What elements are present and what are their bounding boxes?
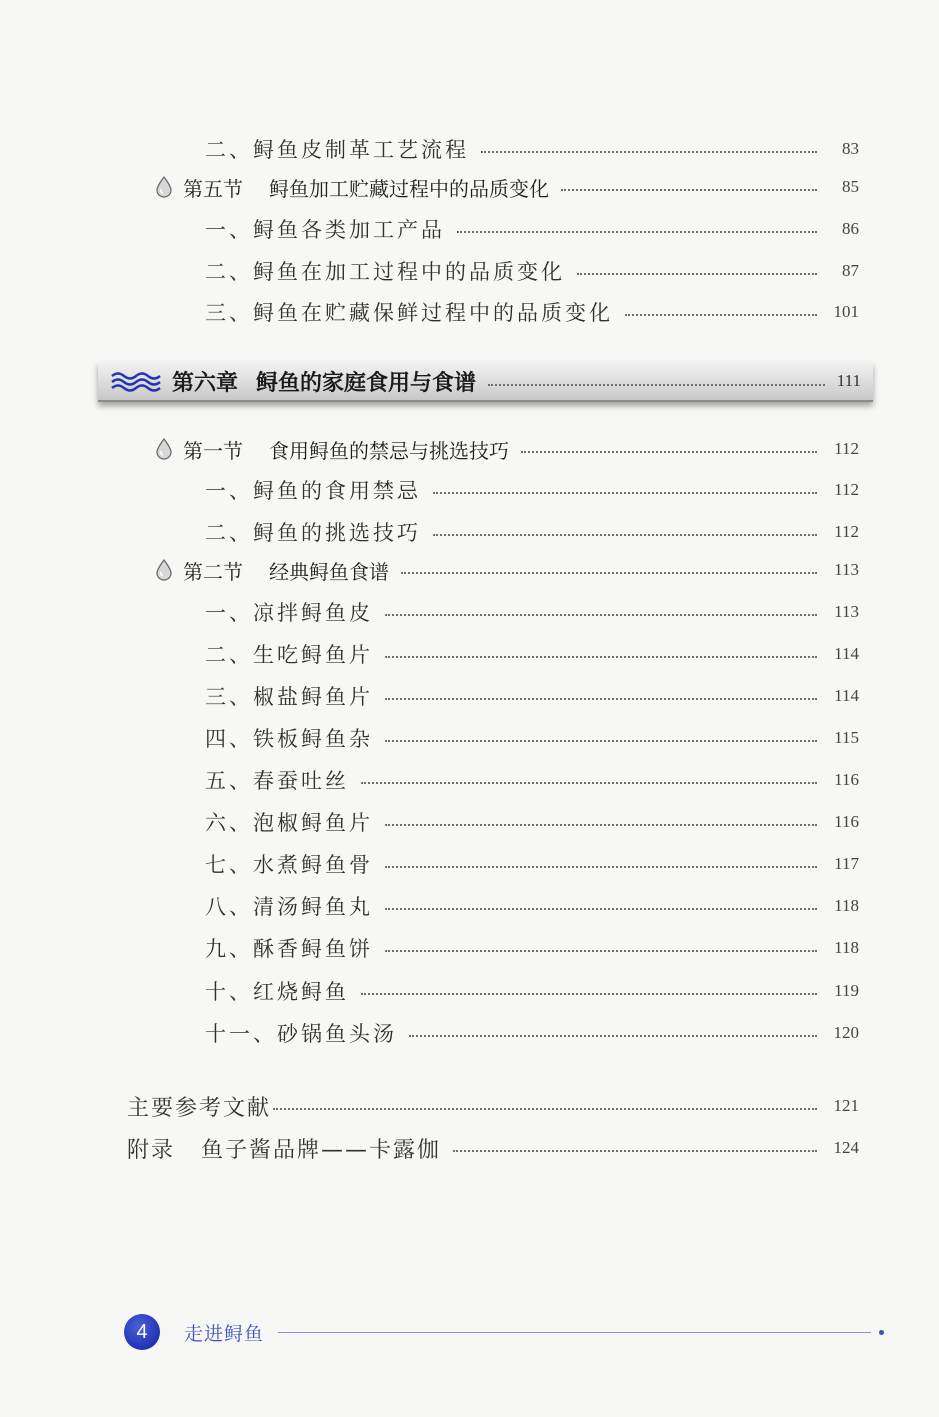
toc-page-number: 112 [834, 522, 859, 541]
toc-item-label: 二、鲟鱼的挑选技巧 [205, 521, 421, 545]
dot-leader [273, 1108, 817, 1110]
dot-leader [409, 1035, 817, 1037]
toc-item[interactable] [205, 974, 859, 1008]
toc-page-number: 83 [842, 139, 859, 158]
dot-leader [401, 572, 817, 574]
chapter-number: 第六章 [172, 369, 239, 396]
appendix-prefix: 附录 [127, 1137, 176, 1163]
section-title: 食用鲟鱼的禁忌与挑选技巧 [269, 438, 509, 463]
page-number-badge: 4 [124, 1314, 160, 1350]
toc-item[interactable] [205, 515, 859, 549]
dot-leader [361, 993, 817, 995]
footer-rule [278, 1332, 871, 1333]
dot-leader [385, 614, 817, 616]
toc-item[interactable] [205, 679, 859, 713]
section-number: 第五节 [183, 176, 243, 201]
toc-section-1[interactable] [155, 432, 859, 466]
dot-leader [457, 231, 817, 233]
toc-item-label: 一、凉拌鲟鱼皮 [205, 601, 373, 625]
dot-leader [385, 740, 817, 742]
toc-page-number: 124 [833, 1138, 859, 1157]
toc-page-number: 115 [834, 728, 859, 747]
dot-leader [577, 273, 817, 275]
dot-leader [385, 824, 817, 826]
dot-leader [561, 189, 817, 191]
toc-page-number: 85 [842, 177, 859, 196]
dot-leader [488, 384, 825, 386]
toc-page-number: 118 [834, 896, 859, 915]
section-title: 经典鲟鱼食谱 [269, 559, 389, 584]
toc-item[interactable] [205, 847, 859, 881]
toc-item[interactable] [205, 132, 859, 166]
toc-item-label: 四、铁板鲟鱼杂 [205, 727, 373, 751]
toc-item-label: 一、鲟鱼的食用禁忌 [205, 479, 421, 503]
toc-references[interactable] [127, 1086, 859, 1126]
dot-leader [361, 782, 817, 784]
toc-item[interactable] [205, 805, 859, 839]
appendix-title: 鱼子酱品牌——卡露伽 [201, 1137, 442, 1163]
dot-leader [481, 151, 817, 153]
toc-item-label: 十、红烧鲟鱼 [205, 980, 349, 1004]
toc-item[interactable] [205, 295, 859, 329]
toc-page-number: 113 [834, 602, 859, 621]
toc-page-number: 121 [833, 1096, 859, 1115]
toc-item-label: 十一、砂锅鱼头汤 [205, 1022, 397, 1046]
toc-item[interactable] [205, 473, 859, 507]
toc-item-label: 三、鲟鱼在贮藏保鲜过程中的品质变化 [205, 301, 613, 325]
dot-leader [453, 1150, 817, 1152]
toc-appendix[interactable] [127, 1128, 859, 1168]
dot-leader [433, 492, 817, 494]
waves-icon [110, 370, 162, 392]
toc-item[interactable] [205, 889, 859, 923]
toc-item[interactable] [205, 254, 859, 288]
dot-leader [385, 656, 817, 658]
toc-item-label: 二、鲟鱼在加工过程中的品质变化 [205, 260, 565, 284]
toc-page-number: 117 [834, 854, 859, 873]
toc-page-number: 118 [834, 938, 859, 957]
section-number: 第二节 [183, 559, 243, 584]
toc-page-number: 112 [834, 439, 859, 458]
dot-leader [385, 698, 817, 700]
page-footer [124, 1316, 884, 1348]
toc-item-label: 二、鲟鱼皮制革工艺流程 [205, 138, 469, 162]
toc-item-label: 八、清汤鲟鱼丸 [205, 895, 373, 919]
section-title: 鲟鱼加工贮藏过程中的品质变化 [269, 176, 549, 201]
toc-page-number: 87 [842, 261, 859, 280]
water-drop-icon [155, 559, 173, 581]
toc-page-number: 119 [834, 981, 859, 1000]
toc-page-number: 113 [834, 560, 859, 579]
toc-item[interactable] [205, 763, 859, 797]
toc-page-number: 111 [836, 371, 861, 390]
references-label: 主要参考文献 [127, 1095, 272, 1121]
toc-item-label: 九、酥香鲟鱼饼 [205, 937, 373, 961]
dot-leader [625, 314, 817, 316]
toc-item-label: 五、春蚕吐丝 [205, 769, 349, 793]
toc-item[interactable] [205, 637, 859, 671]
toc-page-number: 116 [834, 812, 859, 831]
toc-chapter-6[interactable] [98, 362, 873, 402]
running-title: 走进鲟鱼 [184, 1322, 265, 1345]
toc-page-number: 120 [833, 1023, 859, 1042]
toc-item-label: 六、泡椒鲟鱼片 [205, 811, 373, 835]
toc-item-label: 二、生吃鲟鱼片 [205, 643, 373, 667]
toc-page-number: 116 [834, 770, 859, 789]
toc-item[interactable] [205, 595, 859, 629]
toc-page-number: 114 [834, 644, 859, 663]
dot-leader [385, 908, 817, 910]
toc-item-label: 一、鲟鱼各类加工产品 [205, 218, 445, 242]
toc-section-2[interactable] [155, 553, 859, 587]
toc-item[interactable] [205, 721, 859, 755]
toc-section-5[interactable] [155, 170, 859, 204]
toc-page-number: 101 [833, 302, 859, 321]
footer-dot [879, 1330, 884, 1335]
water-drop-icon [155, 438, 173, 460]
dot-leader [385, 950, 817, 952]
toc-item[interactable] [205, 931, 859, 965]
toc-page-number: 86 [842, 219, 859, 238]
toc-item-label: 三、椒盐鲟鱼片 [205, 685, 373, 709]
toc-item[interactable] [205, 1016, 859, 1050]
water-drop-icon [155, 176, 173, 198]
dot-leader [433, 534, 817, 536]
toc-page-number: 112 [834, 480, 859, 499]
dot-leader [521, 451, 817, 453]
toc-item-label: 七、水煮鲟鱼骨 [205, 853, 373, 877]
toc-page-number: 114 [834, 686, 859, 705]
dot-leader [385, 866, 817, 868]
section-number: 第一节 [183, 438, 243, 463]
toc-item[interactable] [205, 212, 859, 246]
chapter-title: 鲟鱼的家庭食用与食谱 [256, 369, 477, 396]
